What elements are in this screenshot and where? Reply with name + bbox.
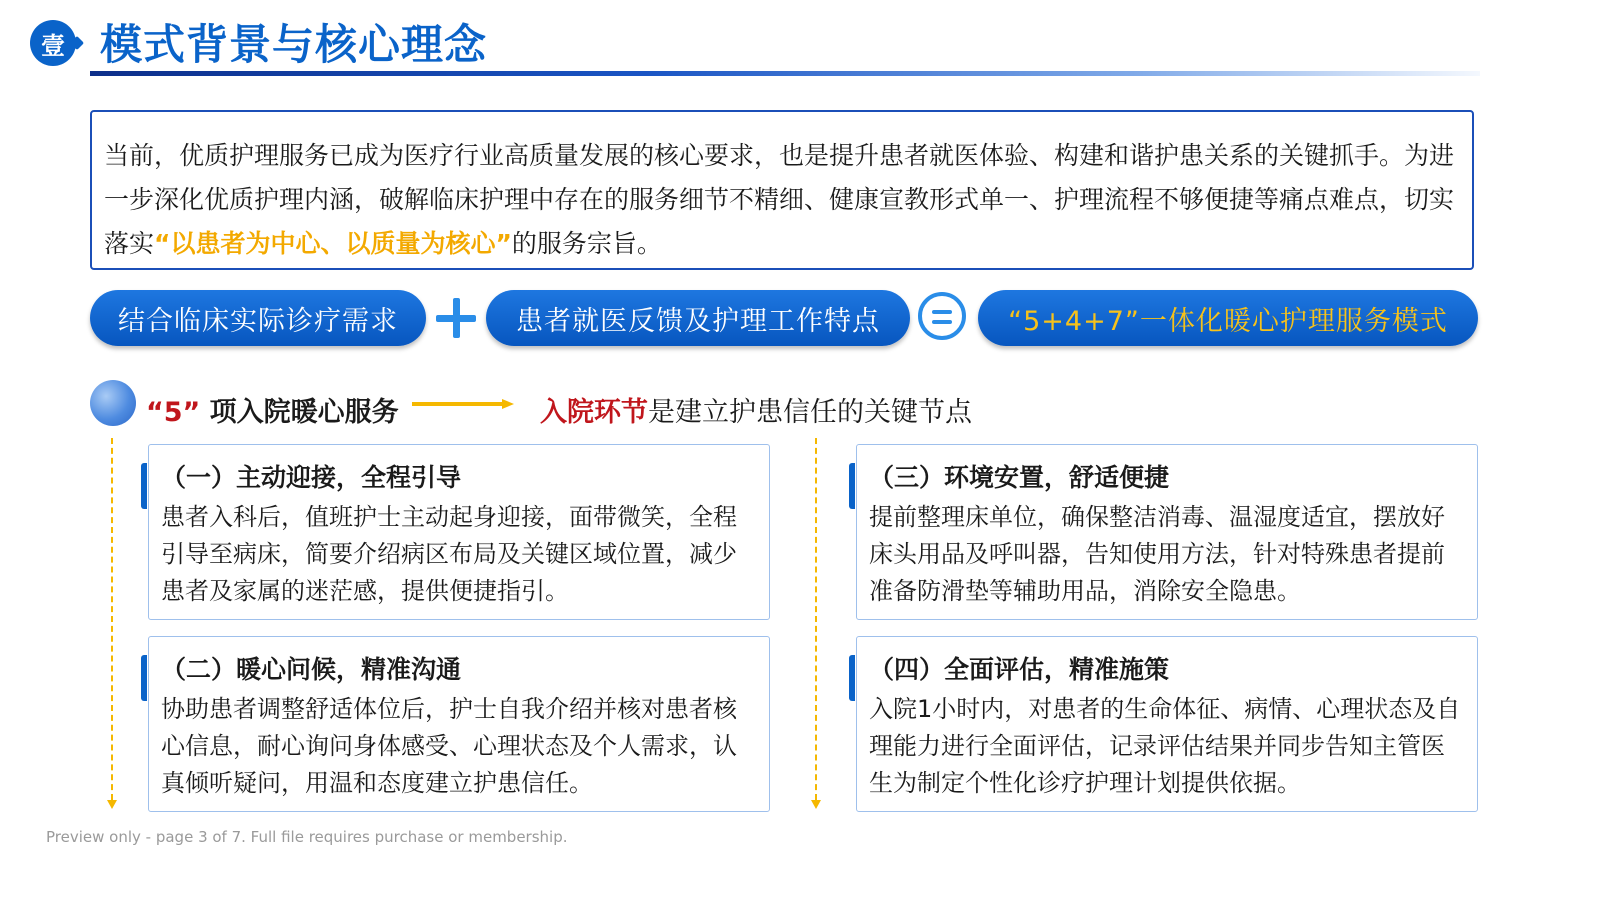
intro-text-end: 的服务宗旨。 <box>511 229 662 258</box>
plus-icon <box>434 296 478 340</box>
intro-highlight: “以患者为中心、以质量为核心” <box>154 229 512 258</box>
equation-result-service-model: “5+4+7”一体化暖心护理服务模式 <box>978 290 1478 346</box>
card-title: （三）环境安置，舒适便捷 <box>869 463 1170 492</box>
arrow-down-icon <box>107 800 117 809</box>
section-note-text: 是建立护患信任的关键节点 <box>648 397 972 428</box>
service-card-1 <box>148 444 770 620</box>
arrow-down-icon <box>811 800 821 809</box>
section-number-icon: 壹 <box>30 20 76 66</box>
equation-term-clinical-needs: 结合临床实际诊疗需求 <box>90 290 426 346</box>
section-title <box>146 390 399 429</box>
card-body: 协助患者调整舒适体位后，护士自我介绍并核对患者核心信息，耐心询问身体感受、心理状态及个人需求，认真倾听疑问，用温和态度建立护患信任。 <box>161 695 737 797</box>
section-number: “5” <box>146 397 201 428</box>
card-body: 入院1小时内，对患者的生命体征、病情、心理状态及自理能力进行全面评估，记录评估结果并同步告知主管医生为制定个性化诊疗护理计划提供依据。 <box>869 695 1461 797</box>
title-underline <box>90 71 1480 76</box>
equation-term-patient-feedback: 患者就医反馈及护理工作特点 <box>486 290 910 346</box>
page-title: 模式背景与核心理念 <box>100 20 488 69</box>
card-title: （一）主动迎接，全程引导 <box>161 463 462 492</box>
section-bullet-icon <box>90 380 136 426</box>
dashed-guide-right <box>815 438 817 800</box>
preview-note: Preview only - page 3 of 7. Full file requires purchase or membership. <box>46 828 568 846</box>
card-body: 提前整理床单位，确保整洁消毒、温湿度适宜，摆放好床头用品及呼叫器，告知使用方法，针对特殊患者提前准备防滑垫等辅助用品，消除安全隐患。 <box>869 503 1445 605</box>
section-note <box>540 390 972 429</box>
section-note-highlight: 入院环节 <box>540 397 648 428</box>
dashed-guide-left <box>111 438 113 800</box>
service-card-3 <box>856 444 1478 620</box>
arrow-right-icon <box>412 399 514 409</box>
card-title: （二）暖心问候，精准沟通 <box>161 655 462 684</box>
card-body: 患者入科后，值班护士主动起身迎接，面带微笑，全程引导至病床，简要介绍病区布局及关键区域位置，减少患者及家属的迷茫感，提供便捷指引。 <box>161 503 737 605</box>
equals-icon <box>918 292 966 340</box>
service-card-4 <box>856 636 1478 812</box>
card-title: （四）全面评估，精准施策 <box>869 655 1170 684</box>
intro-box <box>90 110 1474 270</box>
section-title-text: 项入院暖心服务 <box>200 397 399 428</box>
intro-text: 当前，优质护理服务已成为医疗行业高质量发展的核心要求，也是提升患者就医体验、构建和谐护患关系的关键抓手。为进一步深化优质护理内涵，破解临床护理中存在的服务细节不精细、健康宣教形式单一、护理流程不够便捷等痛点难点，切实落实 <box>104 141 1455 258</box>
service-card-2 <box>148 636 770 812</box>
